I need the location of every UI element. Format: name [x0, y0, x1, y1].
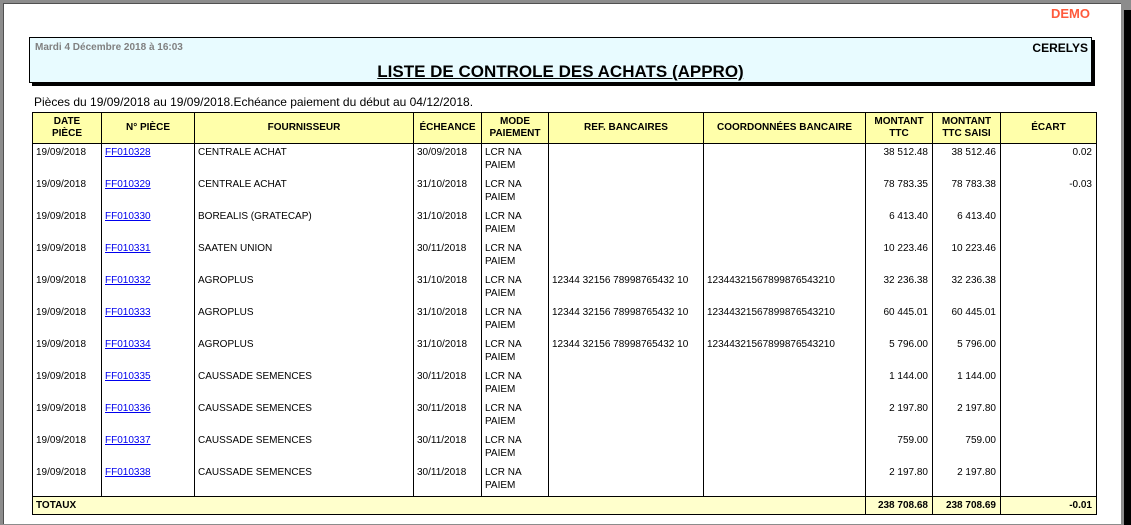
cell-piece [102, 368, 195, 400]
cell-coord: 12344321567899876543210 [704, 272, 866, 304]
cell-ttc: 2 197.80 [866, 400, 933, 432]
cell-ref [549, 144, 704, 177]
cell-mode: LCR NA PAIEM [482, 176, 549, 208]
cell-piece [102, 464, 195, 497]
cell-fournisseur: AGROPLUS [195, 336, 414, 368]
cell-saisi: 1 144.00 [933, 368, 1001, 400]
col-header-date[interactable]: DATE PIÈCE [33, 113, 102, 144]
table-row [33, 176, 1097, 208]
cell-date: 19/09/2018 [33, 208, 102, 240]
cell-coord [704, 176, 866, 208]
piece-link[interactable]: FF010334 [105, 339, 151, 350]
report-header [29, 37, 1092, 83]
cell-date: 19/09/2018 [33, 400, 102, 432]
col-header-echeance[interactable]: ÉCHEANCE [414, 113, 482, 144]
col-header-piece[interactable]: N° PIÈCE [102, 113, 195, 144]
cell-coord [704, 464, 866, 497]
cell-coord [704, 208, 866, 240]
col-header-saisi[interactable]: MONTANT TTC SAISI [933, 113, 1001, 144]
cell-echeance: 31/10/2018 [414, 272, 482, 304]
cell-coord [704, 240, 866, 272]
cell-ttc: 2 197.80 [866, 464, 933, 497]
cell-saisi: 2 197.80 [933, 400, 1001, 432]
totals-label: TOTAUX [33, 497, 866, 515]
cell-piece [102, 304, 195, 336]
cell-coord: 12344321567899876543210 [704, 304, 866, 336]
cell-date: 19/09/2018 [33, 304, 102, 336]
piece-link[interactable]: FF010336 [105, 403, 151, 414]
cell-mode: LCR NA PAIEM [482, 400, 549, 432]
page-shadow [1124, 10, 1131, 525]
totals-ttc: 238 708.68 [866, 497, 933, 515]
cell-fournisseur: CENTRALE ACHAT [195, 144, 414, 177]
cell-date: 19/09/2018 [33, 144, 102, 177]
table-row [33, 336, 1097, 368]
cell-saisi: 2 197.80 [933, 464, 1001, 497]
cell-ecart [1001, 304, 1097, 336]
cell-date: 19/09/2018 [33, 368, 102, 400]
purchases-table [32, 112, 1097, 515]
cell-fournisseur: CAUSSADE SEMENCES [195, 400, 414, 432]
table-row [33, 464, 1097, 497]
cell-saisi: 38 512.46 [933, 144, 1001, 177]
cell-ecart [1001, 464, 1097, 497]
cell-ttc: 6 413.40 [866, 208, 933, 240]
cell-piece [102, 272, 195, 304]
cell-coord [704, 432, 866, 464]
cell-fournisseur: CAUSSADE SEMENCES [195, 368, 414, 400]
cell-fournisseur: CAUSSADE SEMENCES [195, 464, 414, 497]
piece-link[interactable]: FF010329 [105, 179, 151, 190]
cell-piece [102, 432, 195, 464]
table-row [33, 240, 1097, 272]
cell-echeance: 31/10/2018 [414, 304, 482, 336]
report-period: Pièces du 19/09/2018 au 19/09/2018.Echéance paiement du début au 04/12/2018. [34, 95, 474, 109]
cell-echeance: 30/09/2018 [414, 144, 482, 177]
cell-echeance: 30/11/2018 [414, 368, 482, 400]
cell-ref [549, 464, 704, 497]
cell-ecart [1001, 272, 1097, 304]
cell-ttc: 38 512.48 [866, 144, 933, 177]
cell-ecart [1001, 208, 1097, 240]
cell-mode: LCR NA PAIEM [482, 272, 549, 304]
cell-coord [704, 368, 866, 400]
cell-fournisseur: CENTRALE ACHAT [195, 176, 414, 208]
cell-date: 19/09/2018 [33, 432, 102, 464]
cell-mode: LCR NA PAIEM [482, 304, 549, 336]
cell-date: 19/09/2018 [33, 272, 102, 304]
cell-piece [102, 240, 195, 272]
cell-saisi: 78 783.38 [933, 176, 1001, 208]
col-header-coord[interactable]: COORDONNÉES BANCAIRE [704, 113, 866, 144]
cell-ecart [1001, 400, 1097, 432]
cell-ttc: 759.00 [866, 432, 933, 464]
table-row [33, 144, 1097, 177]
cell-fournisseur: CAUSSADE SEMENCES [195, 432, 414, 464]
cell-ecart [1001, 240, 1097, 272]
col-header-ttc[interactable]: MONTANT TTC [866, 113, 933, 144]
cell-piece [102, 144, 195, 177]
table-row [33, 368, 1097, 400]
cell-piece [102, 400, 195, 432]
cell-echeance: 31/10/2018 [414, 208, 482, 240]
table-row [33, 400, 1097, 432]
piece-link[interactable]: FF010332 [105, 275, 151, 286]
cell-ref [549, 400, 704, 432]
cell-fournisseur: AGROPLUS [195, 272, 414, 304]
col-header-ref[interactable]: REF. BANCAIRES [549, 113, 704, 144]
cell-mode: LCR NA PAIEM [482, 368, 549, 400]
totals-saisi: 238 708.69 [933, 497, 1001, 515]
totals-ecart: -0.01 [1001, 497, 1097, 515]
cell-mode: LCR NA PAIEM [482, 432, 549, 464]
cell-saisi: 759.00 [933, 432, 1001, 464]
cell-ttc: 5 796.00 [866, 336, 933, 368]
table-row [33, 432, 1097, 464]
cell-echeance: 30/11/2018 [414, 432, 482, 464]
piece-link[interactable]: FF010331 [105, 243, 151, 254]
cell-ttc: 1 144.00 [866, 368, 933, 400]
cell-mode: LCR NA PAIEM [482, 464, 549, 497]
cell-saisi: 6 413.40 [933, 208, 1001, 240]
report-title: LISTE DE CONTROLE DES ACHATS (APPRO) [377, 62, 744, 81]
cell-ref [549, 208, 704, 240]
table-row [33, 208, 1097, 240]
col-header-fournisseur[interactable]: FOURNISSEUR [195, 113, 414, 144]
cell-coord: 12344321567899876543210 [704, 336, 866, 368]
cell-mode: LCR NA PAIEM [482, 240, 549, 272]
cell-piece [102, 208, 195, 240]
piece-link[interactable]: FF010333 [105, 307, 151, 318]
cell-echeance: 30/11/2018 [414, 400, 482, 432]
cell-ecart [1001, 336, 1097, 368]
cell-piece [102, 336, 195, 368]
cell-ref: 12344 32156 78998765432 10 [549, 336, 704, 368]
cell-date: 19/09/2018 [33, 240, 102, 272]
cell-ref: 12344 32156 78998765432 10 [549, 304, 704, 336]
cell-echeance: 30/11/2018 [414, 464, 482, 497]
cell-ttc: 32 236.38 [866, 272, 933, 304]
cell-saisi: 60 445.01 [933, 304, 1001, 336]
col-header-ecart[interactable]: ÉCART [1001, 113, 1097, 144]
cell-ecart: -0.03 [1001, 176, 1097, 208]
cell-ttc: 10 223.46 [866, 240, 933, 272]
cell-echeance: 31/10/2018 [414, 336, 482, 368]
cell-mode: LCR NA PAIEM [482, 208, 549, 240]
cell-ecart: 0.02 [1001, 144, 1097, 177]
cell-ref [549, 432, 704, 464]
report-date: Mardi 4 Décembre 2018 à 16:03 [35, 42, 183, 53]
piece-link[interactable]: FF010330 [105, 211, 151, 222]
cell-ref [549, 176, 704, 208]
cell-piece [102, 176, 195, 208]
cell-coord [704, 144, 866, 177]
cell-fournisseur: BOREALIS (GRATECAP) [195, 208, 414, 240]
piece-link[interactable]: FF010328 [105, 147, 151, 158]
piece-link[interactable]: FF010337 [105, 435, 151, 446]
col-header-mode[interactable]: MODE PAIEMENT [482, 113, 549, 144]
table-row [33, 272, 1097, 304]
table-header-row [33, 113, 1097, 144]
cell-coord [704, 400, 866, 432]
cell-ecart [1001, 432, 1097, 464]
totals-row [33, 497, 1097, 515]
table-row [33, 304, 1097, 336]
cell-ref [549, 368, 704, 400]
cell-ttc: 78 783.35 [866, 176, 933, 208]
cell-saisi: 32 236.38 [933, 272, 1001, 304]
cell-ttc: 60 445.01 [866, 304, 933, 336]
cell-ecart [1001, 368, 1097, 400]
demo-watermark: DEMO [1051, 6, 1090, 21]
company-name: CERELYS [1032, 41, 1088, 55]
cell-mode: LCR NA PAIEM [482, 144, 549, 177]
cell-mode: LCR NA PAIEM [482, 336, 549, 368]
cell-echeance: 30/11/2018 [414, 240, 482, 272]
cell-fournisseur: AGROPLUS [195, 304, 414, 336]
cell-echeance: 31/10/2018 [414, 176, 482, 208]
cell-fournisseur: SAATEN UNION [195, 240, 414, 272]
cell-date: 19/09/2018 [33, 176, 102, 208]
cell-ref [549, 240, 704, 272]
cell-date: 19/09/2018 [33, 336, 102, 368]
piece-link[interactable]: FF010338 [105, 467, 151, 478]
cell-saisi: 5 796.00 [933, 336, 1001, 368]
cell-date: 19/09/2018 [33, 464, 102, 497]
piece-link[interactable]: FF010335 [105, 371, 151, 382]
cell-saisi: 10 223.46 [933, 240, 1001, 272]
cell-ref: 12344 32156 78998765432 10 [549, 272, 704, 304]
